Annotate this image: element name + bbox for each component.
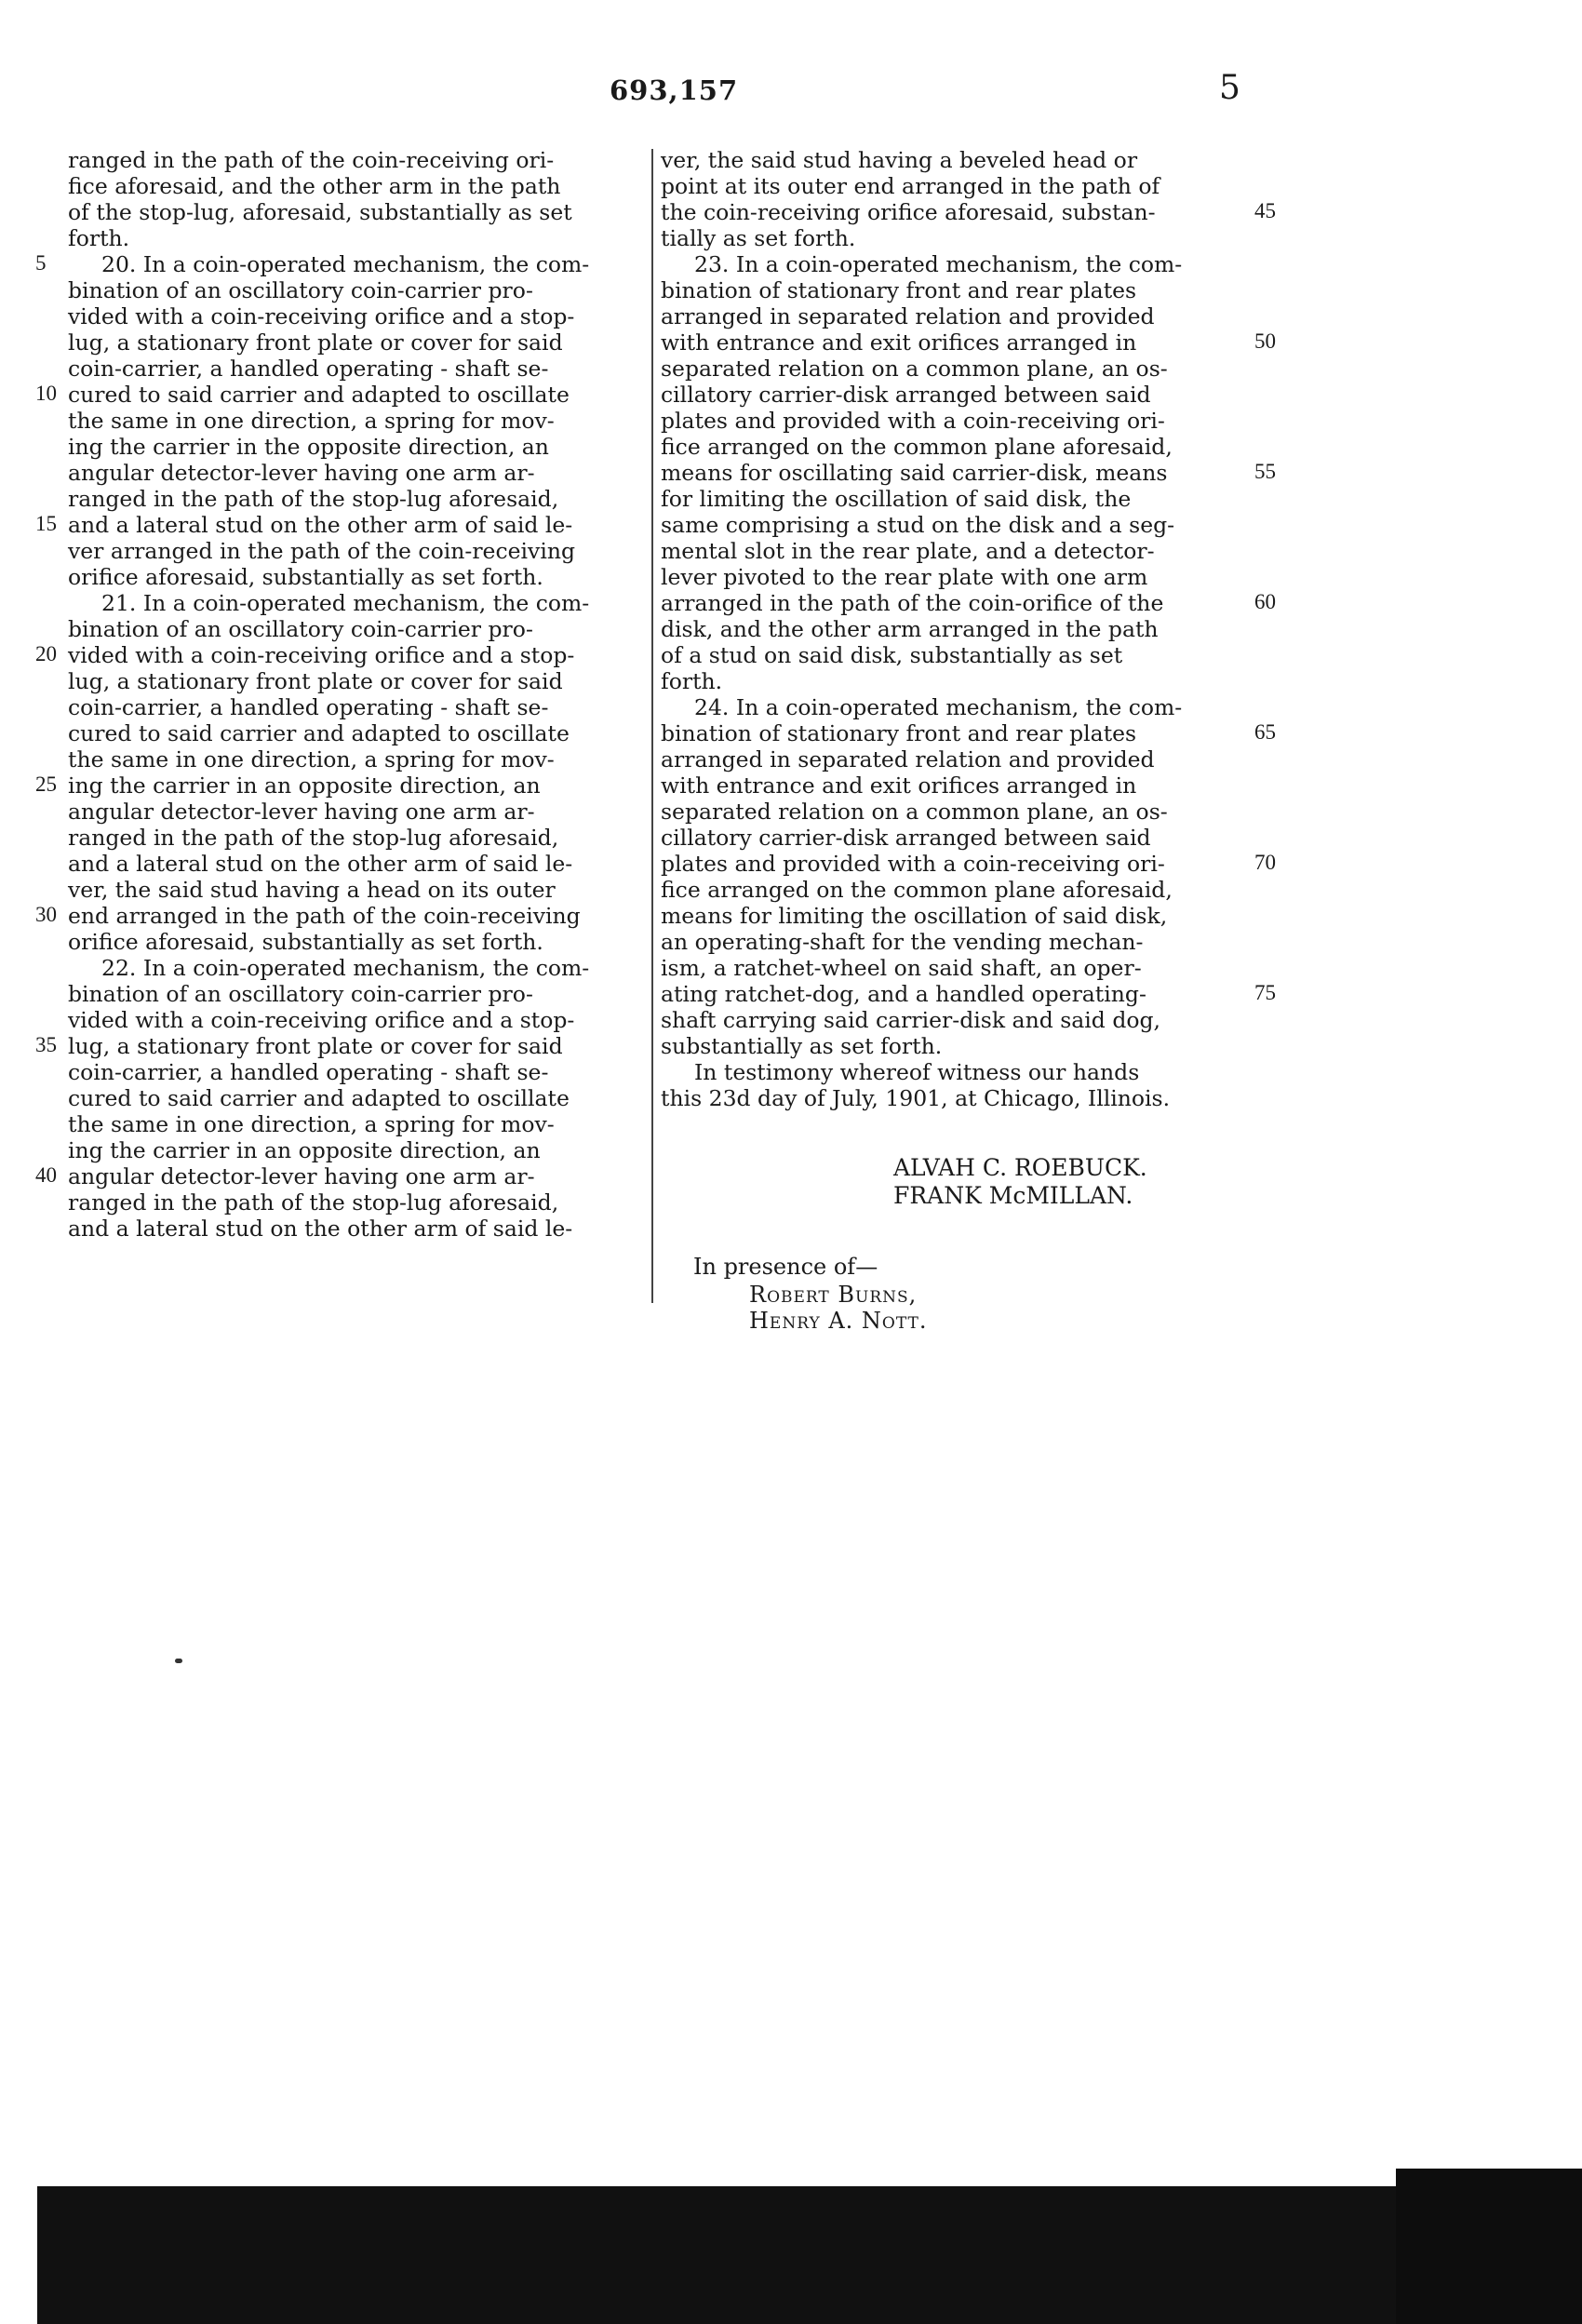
text-line: this 23d day of July, 1901, at Chicago, Illinois.: [661, 1085, 1171, 1111]
scan-border-corner: [1396, 2169, 1582, 2324]
text-line: bination of stationary front and rear plates: [661, 277, 1137, 303]
witness-nott: Henry A. Nott.: [749, 1308, 928, 1334]
text-line: separated relation on a common plane, an os-: [661, 356, 1168, 382]
text-line: and a lateral stud on the other arm of said le-: [68, 1216, 573, 1242]
text-line: fice arranged on the common plane aforesaid,: [661, 434, 1173, 460]
text-line: with entrance and exit orifices arranged in: [661, 329, 1137, 356]
text-line: same comprising a stud on the disk and a seg-: [661, 512, 1175, 538]
text-line: an operating-shaft for the vending mechan-: [661, 929, 1144, 955]
text-line: bination of an oscillatory coin-carrier pro-: [68, 277, 533, 303]
text-line: cured to said carrier and adapted to oscillate: [68, 1085, 570, 1111]
text-line: disk, and the other arm arranged in the path: [661, 616, 1159, 642]
text-line: vided with a coin-receiving orifice and a stop-: [68, 303, 575, 329]
text-line: arranged in the path of the coin-orifice of the: [661, 590, 1164, 616]
text-line: of a stud on said disk, substantially as set: [661, 642, 1123, 668]
text-line: ism, a ratchet-wheel on said shaft, an oper-: [661, 955, 1142, 981]
text-line: point at its outer end arranged in the path of: [661, 173, 1160, 199]
text-line: ating ratchet-dog, and a handled operating-: [661, 981, 1146, 1007]
text-line: angular detector-lever having one arm ar-: [68, 1163, 535, 1189]
text-line: forth.: [661, 668, 723, 694]
text-line: ver, the said stud having a beveled head or: [661, 147, 1138, 173]
text-line: 20. In a coin-operated mechanism, the com-: [101, 251, 590, 277]
line-number-left: 40: [35, 1163, 57, 1187]
text-line: cillatory carrier-disk arranged between said: [661, 825, 1151, 851]
text-line: vided with a coin-receiving orifice and a stop-: [68, 642, 575, 668]
text-line: ranged in the path of the stop-lug aforesaid,: [68, 486, 559, 512]
text-line: with entrance and exit orifices arranged in: [661, 772, 1137, 799]
line-number-left: 20: [35, 642, 57, 665]
text-line: the coin-receiving orifice aforesaid, substan-: [661, 199, 1156, 225]
line-number-left: 5: [35, 251, 47, 275]
text-line: lug, a stationary front plate or cover for said: [68, 1033, 563, 1059]
text-line: for limiting the oscillation of said disk, the: [661, 486, 1132, 512]
witness-burns: Robert Burns,: [749, 1282, 918, 1308]
text-line: and a lateral stud on the other arm of said le-: [68, 512, 573, 538]
text-line: of the stop-lug, aforesaid, substantially as set: [68, 199, 572, 225]
text-line: ranged in the path of the stop-lug aforesaid,: [68, 1189, 559, 1216]
text-line: arranged in separated relation and provided: [661, 303, 1155, 329]
text-line: bination of an oscillatory coin-carrier pro-: [68, 981, 533, 1007]
text-line: coin-carrier, a handled operating - shaft se-: [68, 1059, 549, 1085]
patent-number: 693,157: [610, 74, 739, 106]
text-line: the same in one direction, a spring for mov-: [68, 408, 555, 434]
text-line: 24. In a coin-operated mechanism, the com-: [694, 694, 1183, 720]
line-number-left: 25: [35, 772, 57, 796]
text-line: orifice aforesaid, substantially as set forth.: [68, 929, 543, 955]
text-line: mental slot in the rear plate, and a detector-: [661, 538, 1155, 564]
text-line: ing the carrier in an opposite direction, an: [68, 772, 541, 799]
line-number-right: 55: [1254, 460, 1276, 483]
text-line: ver, the said stud having a head on its outer: [68, 877, 556, 903]
line-number-right: 50: [1254, 329, 1276, 353]
line-number-right: 60: [1254, 590, 1276, 613]
line-number-right: 45: [1254, 199, 1276, 222]
text-line: separated relation on a common plane, an os-: [661, 799, 1168, 825]
signature-roebuck: ALVAH C. ROEBUCK.: [893, 1154, 1147, 1181]
text-line: coin-carrier, a handled operating - shaft se-: [68, 356, 549, 382]
text-line: bination of an oscillatory coin-carrier pro-: [68, 616, 533, 642]
text-line: angular detector-lever having one arm ar-: [68, 799, 535, 825]
ink-speck: [175, 1659, 182, 1663]
text-line: fice aforesaid, and the other arm in the path: [68, 173, 561, 199]
text-line: end arranged in the path of the coin-receiving: [68, 903, 581, 929]
line-number-left: 10: [35, 382, 57, 405]
text-line: ing the carrier in an opposite direction, an: [68, 1137, 541, 1163]
text-line: orifice aforesaid, substantially as set forth.: [68, 564, 543, 590]
text-line: ing the carrier in the opposite direction, an: [68, 434, 549, 460]
text-line: plates and provided with a coin-receiving ori-: [661, 408, 1165, 434]
scan-border-bottom: [37, 2186, 1405, 2324]
presence-label: In presence of—: [693, 1254, 878, 1280]
text-line: ranged in the path of the stop-lug aforesaid,: [68, 825, 559, 851]
line-number-right: 75: [1254, 981, 1276, 1004]
text-line: means for limiting the oscillation of said disk,: [661, 903, 1168, 929]
line-number-right: 70: [1254, 851, 1276, 874]
text-line: 22. In a coin-operated mechanism, the com-: [101, 955, 590, 981]
text-line: cillatory carrier-disk arranged between said: [661, 382, 1151, 408]
text-line: lug, a stationary front plate or cover for said: [68, 329, 563, 356]
column-divider: [651, 149, 653, 1303]
text-line: cured to said carrier and adapted to oscillate: [68, 720, 570, 746]
text-line: substantially as set forth.: [661, 1033, 943, 1059]
line-number-right: 65: [1254, 720, 1276, 744]
text-line: vided with a coin-receiving orifice and a stop-: [68, 1007, 575, 1033]
line-number-left: 30: [35, 903, 57, 926]
text-line: means for oscillating said carrier-disk, means: [661, 460, 1168, 486]
line-number-left: 15: [35, 512, 57, 535]
right-text-column: [661, 147, 1247, 1111]
text-line: 21. In a coin-operated mechanism, the com-: [101, 590, 590, 616]
text-line: cured to said carrier and adapted to oscillate: [68, 382, 570, 408]
text-line: shaft carrying said carrier-disk and said dog,: [661, 1007, 1161, 1033]
text-line: lug, a stationary front plate or cover for said: [68, 668, 563, 694]
text-line: coin-carrier, a handled operating - shaft se-: [68, 694, 549, 720]
text-line: arranged in separated relation and provided: [661, 746, 1155, 772]
text-line: lever pivoted to the rear plate with one arm: [661, 564, 1148, 590]
text-line: ver arranged in the path of the coin-receiving: [68, 538, 576, 564]
page-number: 5: [1219, 69, 1241, 107]
text-line: 23. In a coin-operated mechanism, the com-: [694, 251, 1183, 277]
text-line: In testimony whereof witness our hands: [694, 1059, 1140, 1085]
text-line: ranged in the path of the coin-receiving ori-: [68, 147, 555, 173]
text-line: and a lateral stud on the other arm of said le-: [68, 851, 573, 877]
text-line: bination of stationary front and rear plates: [661, 720, 1137, 746]
left-text-column: [68, 147, 640, 1242]
text-line: tially as set forth.: [661, 225, 856, 251]
text-line: forth.: [68, 225, 130, 251]
signature-mcmillan: FRANK McMILLAN.: [893, 1182, 1133, 1209]
text-line: fice arranged on the common plane aforesaid,: [661, 877, 1173, 903]
text-line: plates and provided with a coin-receiving ori-: [661, 851, 1165, 877]
text-line: the same in one direction, a spring for mov-: [68, 1111, 555, 1137]
line-number-left: 35: [35, 1033, 57, 1056]
text-line: the same in one direction, a spring for mov-: [68, 746, 555, 772]
text-line: angular detector-lever having one arm ar-: [68, 460, 535, 486]
